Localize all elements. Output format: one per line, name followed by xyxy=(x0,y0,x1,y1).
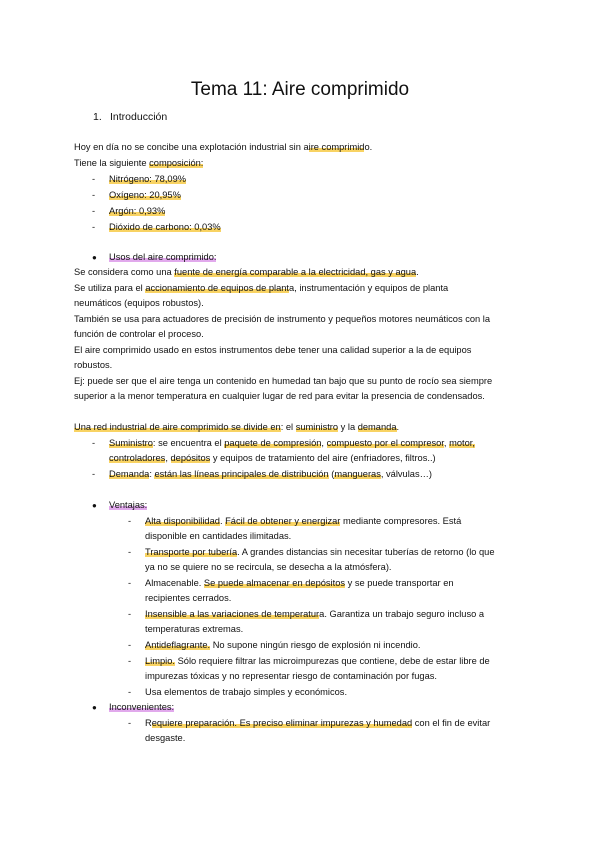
text: , xyxy=(321,438,327,448)
text: , válvulas…) xyxy=(380,469,433,479)
text: y equipos de tratamiento del aire (enfriadores, filtros..) xyxy=(210,453,436,463)
text: , xyxy=(165,453,171,463)
highlight: equiere preparación xyxy=(151,718,235,728)
red-heading xyxy=(74,420,528,436)
dash: - xyxy=(128,547,132,557)
text: : se encuentra el xyxy=(152,438,225,448)
inconveniente-text xyxy=(145,716,528,732)
page-title xyxy=(0,78,600,102)
highlight: composición: xyxy=(149,158,204,168)
dash: - xyxy=(92,469,96,479)
dash: - xyxy=(128,516,132,526)
ventajas-heading xyxy=(92,498,292,514)
highlight: motor, xyxy=(449,438,475,448)
composition-text: Nitrógeno: 78,09% xyxy=(109,174,187,184)
usos-line: superior a la menor temperatura en cualquier lugar de red para evitar la presencia de condensados. xyxy=(74,391,485,401)
usos-line: Ej: puede ser que el aire tenga un contenido en humedad tan bajo que su punto de rocío sea siempre xyxy=(74,376,493,386)
dash: - xyxy=(128,578,132,588)
highlight: ire comprimid xyxy=(308,142,365,152)
text: Sólo requiere filtrar las microimpurezas que contiene, debe de estar libre de xyxy=(174,656,490,666)
ventaja-text xyxy=(145,545,528,561)
heading-text: Usos del aire comprimido: xyxy=(109,252,217,262)
highlight: fuente de energía comparable a la electricidad, gas y agua xyxy=(174,267,417,277)
text: , xyxy=(443,438,450,448)
intro-line-2 xyxy=(74,156,203,172)
text: o. xyxy=(364,142,373,152)
text: : xyxy=(149,469,155,479)
red-item-demanda xyxy=(92,467,528,483)
text: con el fin de evitar xyxy=(412,718,491,728)
highlight: Una red industrial de aire comprimido se divide en xyxy=(74,422,281,432)
section-number: 1. xyxy=(93,111,102,123)
text: a. Garantiza un trabajo seguro incluso a xyxy=(319,609,485,619)
ventaja-line2: ya no se quiere no se recircula, se desecha a la atmósfera). xyxy=(145,562,392,572)
text: a, instrumentación y equipos de planta xyxy=(289,283,449,293)
red-item-suministro xyxy=(92,436,528,452)
text: Hoy en día no se concibe una explotación industrial sin a xyxy=(74,142,309,152)
ventaja-item xyxy=(128,654,528,670)
highlight: Fácil de obtener y energizar xyxy=(225,516,341,526)
ventaja-line2: temperaturas extremas. xyxy=(145,624,244,634)
ventaja-line2: recipientes cerrados. xyxy=(145,593,232,603)
usos-line: función de controlar el proceso. xyxy=(74,329,204,339)
ventaja-item xyxy=(128,685,528,701)
title-prefix: Tema 11: xyxy=(190,79,268,100)
usos-line: robustos. xyxy=(74,360,113,370)
usos-line: El aire comprimido usado en estos instrumentos debe tener una calidad superior a la de equipos xyxy=(74,345,472,355)
ventaja-text xyxy=(145,576,528,592)
title-rest: Aire comprimido xyxy=(267,79,410,100)
ventaja-line2: impurezas tóxicas y no representar riesgo de contaminación por fugas. xyxy=(145,671,437,681)
text: . xyxy=(219,516,226,526)
ventaja-item xyxy=(128,545,528,561)
ventaja-line2: disponible en cantidades ilimitadas. xyxy=(145,531,292,541)
bullet-icon: ● xyxy=(92,253,97,262)
usos-line xyxy=(74,265,528,281)
highlight: suministro xyxy=(295,422,339,432)
text: Almacenable. xyxy=(145,578,204,588)
inconvenientes-heading xyxy=(92,700,292,716)
highlight: Antideflagrante. xyxy=(145,640,211,650)
text: Se considera como una xyxy=(74,267,175,277)
usos-heading xyxy=(92,250,392,266)
dash: - xyxy=(92,206,96,216)
highlight: Se puede almacenar en depósitos xyxy=(203,578,346,588)
text: Usa elementos de trabajo simples y económicos. xyxy=(145,687,348,697)
red-item-text xyxy=(109,436,528,452)
highlight: . Es preciso eliminar impurezas y humedad xyxy=(234,718,413,728)
heading-text: Inconvenientes: xyxy=(109,702,175,712)
intro-line-1 xyxy=(74,140,372,156)
text: y la xyxy=(338,422,358,432)
bullet-icon: ● xyxy=(92,703,97,712)
dash: - xyxy=(128,609,132,619)
text: mediante compresores. Está xyxy=(340,516,462,526)
dash: - xyxy=(92,438,96,448)
highlight: paquete de compresión xyxy=(224,438,322,448)
dash: - xyxy=(92,190,96,200)
highlight: Demanda xyxy=(109,469,150,479)
composition-item xyxy=(92,172,292,188)
highlight: accionamiento de equipos de plant xyxy=(145,283,290,293)
dash: - xyxy=(128,718,132,728)
ventaja-item xyxy=(128,638,528,654)
section-heading xyxy=(93,110,167,126)
dash: - xyxy=(92,222,96,232)
highlight: Alta disponibilidad xyxy=(145,516,220,526)
composition-text: Argón: 0,93% xyxy=(109,206,166,216)
inconveniente-item xyxy=(128,716,528,732)
ventaja-text xyxy=(145,654,528,670)
highlight: depósitos xyxy=(170,453,211,463)
heading-text: Ventajas: xyxy=(109,500,148,510)
text: Tiene la siguiente xyxy=(74,158,150,168)
highlight: Transporte por tubería xyxy=(145,547,238,557)
text: y se puede transportar en xyxy=(345,578,454,588)
highlight: Insensible a las variaciones de temperatur xyxy=(145,609,320,619)
composition-item xyxy=(92,204,292,220)
bullet-icon: ● xyxy=(92,501,97,510)
ventaja-item xyxy=(128,607,528,623)
highlight: mangueras xyxy=(334,469,381,479)
composition-item xyxy=(92,220,312,236)
text: : el xyxy=(280,422,296,432)
composition-text: Oxígeno: 20,95% xyxy=(109,190,181,200)
composition-text: Dióxido de carbono: 0,03% xyxy=(109,222,221,232)
dash: - xyxy=(92,174,96,184)
ventaja-item xyxy=(128,514,528,530)
highlight: están las líneas principales de distribución xyxy=(154,469,329,479)
usos-line: También se usa para actuadores de precisión de instrumento y pequeños motores neumáticos con la xyxy=(74,314,491,324)
highlight: Suministro xyxy=(109,438,153,448)
text: . A grandes distancias sin necesitar tuberías de retorno (lo que xyxy=(237,547,495,557)
highlight: demanda xyxy=(357,422,397,432)
ventaja-text xyxy=(145,514,528,530)
highlight: controladores xyxy=(109,453,166,463)
inconveniente-line2: desgaste. xyxy=(145,733,186,743)
red-item-line2 xyxy=(109,451,528,467)
usos-line xyxy=(74,281,528,297)
text: ( xyxy=(328,469,335,479)
composition-item xyxy=(92,188,292,204)
text: No supone ningún riesgo de explosión ni incendio. xyxy=(210,640,421,650)
dash: - xyxy=(128,656,132,666)
ventaja-text xyxy=(145,607,528,623)
dash: - xyxy=(128,640,132,650)
ventaja-item xyxy=(128,576,528,592)
dash: - xyxy=(128,687,132,697)
text: . xyxy=(416,267,419,277)
highlight: compuesto por el compresor xyxy=(326,438,444,448)
text: R xyxy=(145,718,152,728)
highlight: Limpio. xyxy=(145,656,175,666)
usos-line: neumáticos (equipos robustos). xyxy=(74,298,204,308)
section-label: Introducción xyxy=(110,111,168,123)
text: Se utiliza para el xyxy=(74,283,146,293)
text: . xyxy=(396,422,400,432)
